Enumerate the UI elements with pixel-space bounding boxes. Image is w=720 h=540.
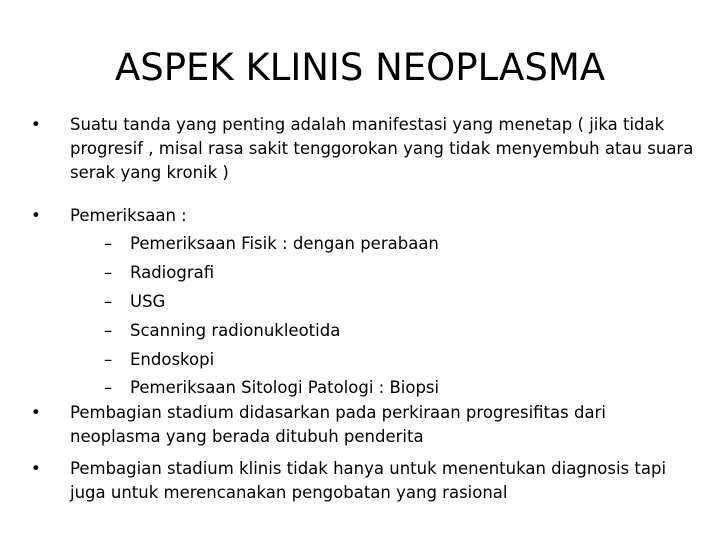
bullet-1-line-3: serak yang kronik )	[70, 163, 229, 182]
bullet-4-line-1: Pembagian stadium klinis tidak hanya untuk menentukan diagnosis tapi	[70, 459, 667, 478]
bullet-3-line-2: neoplasma yang berada ditubuh penderita	[70, 427, 424, 446]
slide-title: ASPEK KLINIS NEOPLASMA	[114, 46, 606, 89]
bullet-icon: •	[31, 403, 41, 422]
subitem: Scanning radionukleotida	[130, 321, 341, 340]
subitem: USG	[130, 292, 166, 311]
dash-icon: –	[104, 263, 113, 282]
dash-icon: –	[104, 378, 113, 397]
bullet-icon: •	[31, 115, 41, 134]
bullet-icon: •	[31, 206, 41, 225]
subitem: Pemeriksaan Sitologi Patologi : Biopsi	[130, 378, 440, 397]
subitem: Radiografi	[130, 263, 215, 282]
bullet-1-line-2: progresif , misal rasa sakit tenggorokan yang tidak menyembuh atau suara	[70, 139, 694, 158]
dash-icon: –	[104, 234, 113, 253]
bullet-1-line-1: Suatu tanda yang penting adalah manifestasi yang menetap ( jika tidak	[70, 115, 665, 134]
bullet-2-heading: Pemeriksaan :	[70, 206, 187, 225]
bullet-3-line-1: Pembagian stadium didasarkan pada perkiraan progresifitas dari	[70, 403, 606, 422]
dash-icon: –	[104, 321, 113, 340]
subitem: Pemeriksaan Fisik : dengan perabaan	[130, 234, 439, 253]
dash-icon: –	[104, 292, 113, 311]
bullet-4-line-2: juga untuk merencanakan pengobatan yang rasional	[70, 483, 508, 502]
bullet-icon: •	[31, 459, 41, 478]
dash-icon: –	[104, 350, 113, 369]
subitem: Endoskopi	[130, 350, 215, 369]
